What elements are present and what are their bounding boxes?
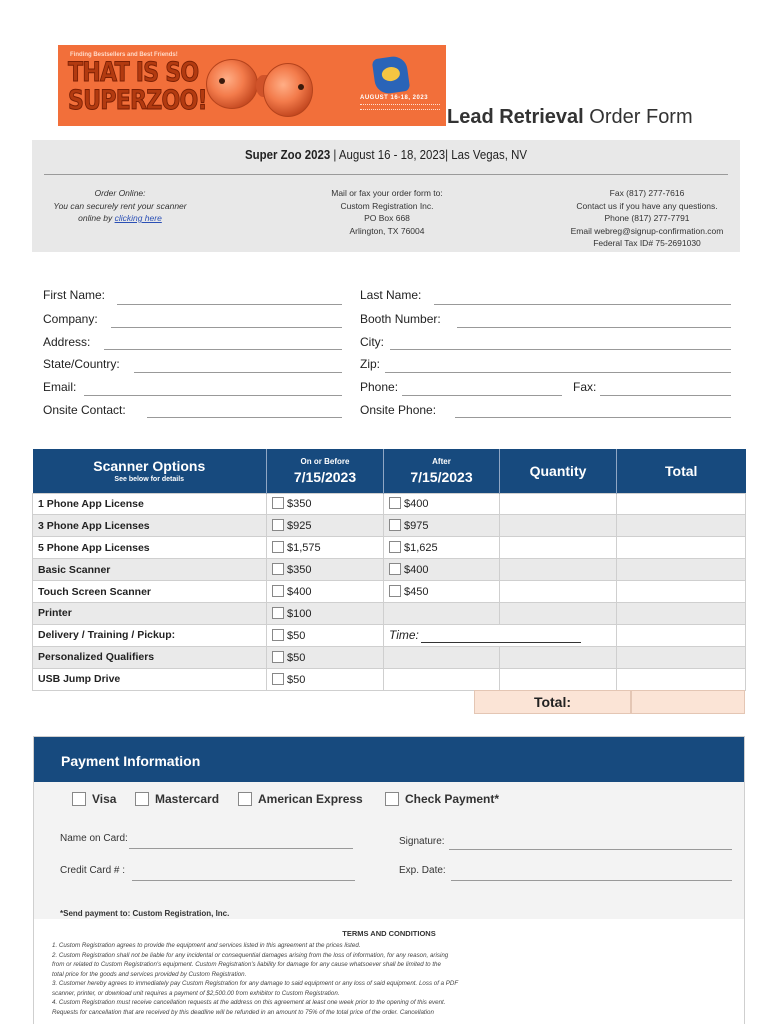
order-online-text: You can securely rent your scanner: [53, 200, 187, 211]
table-row: [33, 493, 746, 515]
zip-field[interactable]: [385, 372, 731, 373]
price-after-value: $1,625: [404, 542, 438, 555]
terms-and-conditions: [34, 919, 744, 1024]
table-row: [33, 668, 746, 690]
price-before-checkbox[interactable]: [272, 673, 284, 685]
mail-line: Arlington, TX 76004: [349, 225, 425, 236]
contact-phone: Phone (817) 277-7791: [604, 213, 690, 223]
banner-headline: [68, 59, 207, 115]
table-row: [33, 581, 746, 603]
table-row: [33, 646, 746, 668]
scanner-option-label: Printer: [33, 602, 267, 624]
quantity-field[interactable]: [500, 602, 617, 624]
price-before-checkbox[interactable]: [272, 607, 284, 619]
quantity-field[interactable]: [500, 668, 617, 690]
amex-label: American Express: [258, 792, 363, 806]
contact-fax: Fax (817) 277-7616: [609, 188, 685, 198]
scanner-options-header: [33, 449, 267, 493]
booth-number-label: Booth Number:: [360, 312, 441, 326]
price-after-cell: [384, 581, 500, 603]
price-before-cell: [267, 646, 384, 668]
price-after-cell: [384, 537, 500, 559]
price-before-value: $50: [287, 629, 306, 642]
discus-fish-icon: [206, 59, 258, 109]
on-or-before-header: [267, 449, 384, 493]
on-or-before-label: On or Before: [300, 456, 350, 466]
price-after-value: $450: [404, 586, 429, 598]
mail-line: Custom Registration Inc.: [340, 200, 434, 211]
superzoo-logo-icon: [372, 55, 411, 95]
form-title-bold: Lead Retrieval: [447, 106, 584, 128]
terms-title: TERMS AND CONDITIONS: [342, 929, 436, 938]
price-before-checkbox[interactable]: [272, 585, 284, 597]
after-header: [384, 449, 500, 493]
price-before-value: $50: [287, 651, 306, 664]
price-after-cell: [384, 602, 500, 624]
last-name-field[interactable]: [434, 304, 731, 305]
grand-total-label: Total:: [474, 690, 631, 714]
total-title: Total: [665, 462, 698, 479]
quantity-field[interactable]: [500, 515, 617, 537]
visa-label: Visa: [92, 792, 117, 806]
quantity-header: [500, 449, 617, 493]
row-total-field[interactable]: [617, 493, 746, 515]
price-after-cell: [384, 624, 617, 646]
send-payment-note: *Send payment to: Custom Registration, Inc.: [60, 909, 230, 918]
quantity-field[interactable]: [500, 493, 617, 515]
price-before-value: $1,575: [287, 542, 321, 555]
scanner-option-label: 3 Phone App Licenses: [33, 515, 267, 537]
quantity-field[interactable]: [500, 559, 617, 581]
onsite-phone-label: Onsite Phone:: [360, 403, 437, 417]
price-before-checkbox[interactable]: [272, 629, 284, 641]
form-title-normal: Order Form: [583, 106, 693, 128]
row-total-field[interactable]: [617, 581, 746, 603]
table-row: [33, 537, 746, 559]
price-after-checkbox[interactable]: [389, 563, 401, 575]
mail-line: PO Box 668: [364, 213, 410, 223]
booth-number-field[interactable]: [457, 327, 731, 328]
on-or-before-date: 7/15/2023: [293, 468, 357, 485]
event-details: | August 16 - 18, 2023| Las Vegas, NV: [330, 147, 527, 162]
table-row: [33, 559, 746, 581]
amex-checkbox[interactable]: [238, 792, 252, 806]
address-field[interactable]: [104, 349, 342, 350]
onsite-contact-field[interactable]: [147, 417, 342, 418]
last-name-label: Last Name:: [360, 288, 422, 302]
row-total-field[interactable]: [617, 602, 746, 624]
price-before-value: $50: [287, 673, 306, 686]
credit-card-label: Credit Card # :: [60, 865, 126, 876]
superzoo-banner: [58, 45, 446, 126]
after-date: 7/15/2023: [410, 468, 473, 485]
price-after-checkbox[interactable]: [389, 519, 401, 531]
scanner-options-subtitle: See below for details: [114, 476, 185, 484]
price-before-checkbox[interactable]: [272, 563, 284, 575]
terms-line: Requests for cancellation that are received by this deadline will be refunded in an amount to 75% of the total price of the order. Cancellation: [52, 1008, 434, 1016]
delivery-time-label: Time:: [389, 627, 419, 642]
price-before-checkbox[interactable]: [272, 541, 284, 553]
order-online-link[interactable]: clicking here: [114, 213, 162, 223]
contact-tax-id: Federal Tax ID# 75-2691030: [593, 238, 701, 248]
quantity-field[interactable]: [500, 581, 617, 603]
price-after-checkbox[interactable]: [389, 497, 401, 509]
city-field[interactable]: [390, 349, 731, 350]
price-before-cell: [267, 624, 384, 646]
price-after-cell: [384, 559, 500, 581]
row-total-field[interactable]: [617, 515, 746, 537]
credit-card-field[interactable]: [132, 880, 355, 881]
order-online-prefix: online by: [78, 213, 115, 223]
row-total-field[interactable]: [617, 559, 746, 581]
price-before-cell: [267, 602, 384, 624]
price-before-value: $400: [287, 586, 312, 598]
table-row: [33, 602, 746, 624]
amex-option[interactable]: [238, 792, 363, 806]
first-name-field[interactable]: [117, 304, 342, 305]
scanner-option-label: Touch Screen Scanner: [33, 581, 267, 603]
phone-field[interactable]: [402, 395, 562, 396]
price-before-cell: [267, 515, 384, 537]
banner-headline-line2: SUPERZOO!: [68, 85, 207, 116]
terms-text: [52, 941, 472, 1017]
price-before-checkbox[interactable]: [272, 497, 284, 509]
price-before-cell: [267, 668, 384, 690]
quantity-title: Quantity: [529, 462, 587, 479]
delivery-time-field[interactable]: [421, 630, 581, 643]
grand-total-row: [474, 690, 745, 714]
mail-line: Mail or fax your order form to:: [331, 188, 443, 198]
city-label: City:: [360, 335, 384, 349]
check-payment-label: Check Payment*: [405, 792, 500, 806]
address-label: Address:: [43, 335, 91, 349]
scanner-option-label: Delivery / Training / Pickup:: [33, 624, 267, 646]
event-heading: [74, 147, 697, 162]
company-field[interactable]: [111, 327, 342, 328]
total-header: [617, 449, 746, 493]
price-before-cell: [267, 493, 384, 515]
terms-line: scanner, printer, or download unit requires a payment of $2,500.00 from exhibitor to Custom Registration.: [52, 989, 340, 997]
grand-total-field[interactable]: [631, 690, 745, 714]
phone-label: Phone:: [360, 380, 399, 394]
price-before-cell: [267, 559, 384, 581]
visa-option[interactable]: [72, 792, 116, 806]
scanner-option-label: USB Jump Drive: [33, 668, 267, 690]
contact-block: [562, 187, 732, 250]
table-row: [33, 515, 746, 537]
name-on-card-label: Name on Card:: [60, 833, 128, 844]
payment-section: [33, 736, 745, 1024]
price-before-value: $350: [287, 564, 312, 577]
contact-questions: Contact us if you have any questions.: [576, 200, 718, 211]
price-before-checkbox[interactable]: [272, 519, 284, 531]
price-after-cell: [384, 646, 500, 668]
exp-date-field[interactable]: [451, 880, 732, 881]
quantity-field[interactable]: [500, 537, 617, 559]
banner-dates: AUGUST 16-18, 2023: [360, 95, 429, 101]
email-label: Email:: [43, 380, 77, 394]
row-total-field[interactable]: [617, 537, 746, 559]
price-after-checkbox[interactable]: [389, 541, 401, 553]
banner-headline-line1: THAT IS SO: [68, 57, 199, 88]
scanner-option-label: Personalized Qualifiers: [33, 646, 267, 668]
first-name-label: First Name:: [43, 288, 106, 302]
terms-line: 1. Custom Registration agrees to provide the equipment and services listed in this agreement at the prices listed.: [52, 942, 361, 949]
check-payment-option[interactable]: [385, 792, 499, 806]
price-before-value: $350: [287, 498, 312, 511]
state-country-label: State/Country:: [43, 357, 120, 371]
signature-label: Signature:: [399, 836, 445, 847]
signature-field[interactable]: [449, 849, 732, 850]
name-on-card-field[interactable]: [129, 848, 353, 849]
row-total-field[interactable]: [617, 646, 746, 668]
price-before-checkbox[interactable]: [272, 651, 284, 663]
price-before-cell: [267, 581, 384, 603]
terms-line: 4. Custom Registration must receive cancellation requests at the address on this agreement at least one week prior to the opening of this event.: [52, 999, 446, 1006]
zip-label: Zip:: [360, 357, 381, 371]
order-online-heading: Order Online:: [94, 188, 146, 198]
quantity-field[interactable]: [500, 646, 617, 668]
terms-line: 2. Custom Registration shall not be liable for any incidental or consequential damages arising from the loss of information, for any reason, arising: [52, 951, 449, 959]
price-before-value: $100: [287, 607, 312, 620]
discus-fish-icon: [263, 63, 313, 117]
scanner-options-table: [32, 449, 745, 691]
price-after-value: $400: [404, 498, 429, 511]
onsite-contact-label: Onsite Contact:: [43, 403, 126, 417]
mail-address-block: [322, 187, 452, 237]
price-after-cell: [384, 515, 500, 537]
row-total-field[interactable]: [617, 668, 746, 690]
company-label: Company:: [43, 312, 98, 326]
fax-field[interactable]: [600, 395, 731, 396]
price-before-value: $925: [287, 520, 312, 533]
scanner-option-label: 1 Phone App License: [33, 493, 267, 515]
mastercard-checkbox[interactable]: [135, 792, 149, 806]
onsite-phone-field[interactable]: [455, 417, 731, 418]
price-before-cell: [267, 537, 384, 559]
price-after-value: $975: [404, 520, 429, 533]
terms-line: total price for the goods and services provided by Custom Registration.: [52, 970, 247, 978]
price-after-cell: [384, 493, 500, 515]
terms-line: 3. Customer hereby agrees to immediately pay Custom Registration for any damage to said equipment or any loss of said equipment. Loss of a PDF: [52, 980, 459, 987]
state-country-field[interactable]: [134, 372, 342, 373]
form-title: [447, 106, 693, 129]
table-row: [33, 624, 746, 646]
scanner-option-label: Basic Scanner: [33, 559, 267, 581]
row-total-field[interactable]: [617, 624, 746, 646]
event-name: Super Zoo 2023: [245, 147, 331, 162]
scanner-options-title: Scanner Options: [93, 458, 206, 475]
mastercard-option[interactable]: [135, 792, 219, 806]
price-after-value: $400: [404, 564, 429, 577]
email-field[interactable]: [84, 395, 342, 396]
event-info-box: [32, 140, 740, 252]
mastercard-label: Mastercard: [155, 792, 220, 806]
price-after-cell: [384, 668, 500, 690]
scanner-option-label: 5 Phone App Licenses: [33, 537, 267, 559]
contact-email: Email webreg@signup-confirmation.com: [570, 225, 724, 236]
check-payment-checkbox[interactable]: [385, 792, 399, 806]
fax-label: Fax:: [573, 380, 597, 394]
exp-date-label: Exp. Date:: [399, 865, 446, 876]
visa-checkbox[interactable]: [72, 792, 86, 806]
banner-tagline: Finding Bestsellers and Best Friends!: [70, 52, 178, 58]
after-label: After: [432, 456, 451, 466]
price-after-checkbox[interactable]: [389, 585, 401, 597]
terms-line: from or related to Custom Registration's equipment. Custom Registration's liability for damage for any cause whatsoever shall be limited to the: [52, 961, 441, 968]
payment-heading: Payment Information: [34, 737, 744, 782]
order-online-block: [50, 187, 190, 225]
